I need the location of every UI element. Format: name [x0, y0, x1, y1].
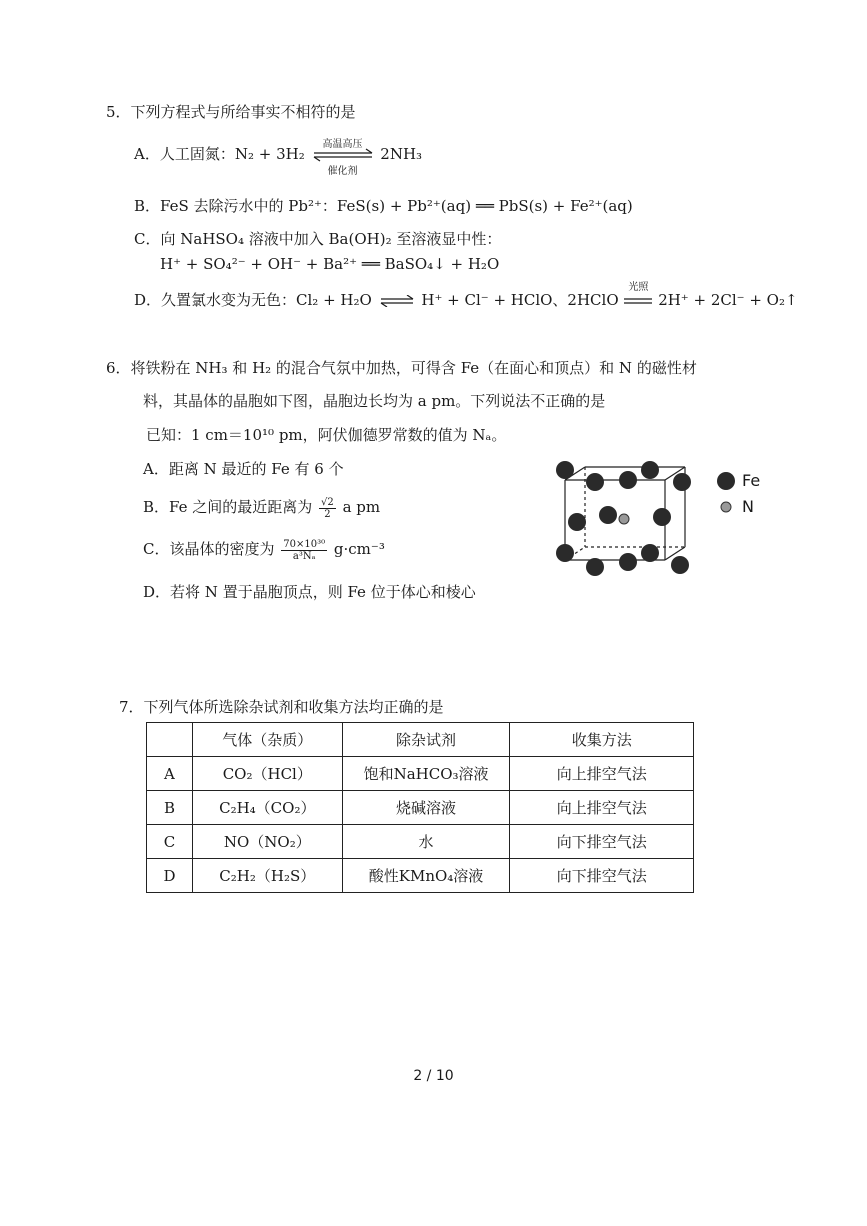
fe-atom	[641, 544, 659, 562]
table-cell: C₂H₄（CO₂）	[192, 791, 342, 825]
fe-legend-icon	[716, 471, 736, 491]
q7-stem: 7．下列气体所选除杂试剂和收集方法均正确的是	[119, 698, 444, 716]
table-cell: 酸性KMnO₄溶液	[342, 859, 510, 893]
table-cell: 水	[342, 825, 510, 859]
q5-option-c-line1: C．向 NaHSO₄ 溶液中加入 Ba(OH)₂ 至溶液显中性：	[134, 230, 502, 248]
table-cell: 饱和NaHCO₃溶液	[342, 757, 510, 791]
q6-c-unit: g·cm⁻³	[333, 540, 385, 558]
q5-a-condition-bottom: 催化剂	[327, 166, 358, 177]
n-legend-icon	[719, 500, 733, 514]
reversible-arrow-icon	[312, 139, 374, 177]
table-header-cell: 收集方法	[510, 723, 694, 757]
fe-atom	[556, 544, 574, 562]
n-atom	[619, 514, 629, 524]
q6-option-b	[143, 496, 380, 520]
q5-d-condition: 光照	[628, 282, 649, 293]
q6-c-numerator: 70×10³⁰	[283, 538, 326, 550]
table-cell: C	[147, 825, 193, 859]
q6-option-a: A．距离 N 最近的 Fe 有 6 个	[143, 460, 344, 478]
fe-atom	[653, 508, 671, 526]
q6-stem-line1: 6．将铁粉在 NH₃ 和 H₂ 的混合气氛中加热，可得含 Fe（在面心和顶点）和 N 的磁性材	[106, 359, 697, 377]
fe-atom	[619, 471, 637, 489]
q5-d-right: 2H⁺ + 2Cl⁻ + O₂↑	[658, 291, 798, 309]
table-cell: 向下排空气法	[510, 825, 694, 859]
fe-atom	[586, 558, 604, 576]
table-header-row	[147, 723, 694, 757]
table-cell: 烧碱溶液	[342, 791, 510, 825]
q5-option-b: B．FeS 去除污水中的 Pb²⁺：FeS(s) + Pb²⁺(aq) ══ PbS(s) + Fe²⁺(aq)	[134, 197, 633, 215]
fe-atom	[671, 556, 689, 574]
table-row	[147, 757, 694, 791]
q5-stem: 5．下列方程式与所给事实不相符的是	[106, 103, 356, 121]
reversible-arrow-icon	[380, 295, 414, 307]
table-header-cell	[147, 723, 193, 757]
table-cell: 向下排空气法	[510, 859, 694, 893]
fe-atom	[619, 553, 637, 571]
q6-c-fraction	[281, 539, 327, 562]
q5-a-product: 2NH₃	[380, 145, 423, 163]
q6-b-unit: a pm	[342, 498, 381, 516]
table-cell: A	[147, 757, 193, 791]
page-number: 2 / 10	[413, 1068, 454, 1084]
crystal-unit-cell-diagram	[550, 455, 700, 580]
q7-table	[146, 722, 694, 893]
table-cell: C₂H₂（H₂S）	[192, 859, 342, 893]
q6-option-d: D．若将 N 置于晶胞顶点，则 Fe 位于体心和棱心	[143, 583, 476, 601]
table-cell: D	[147, 859, 193, 893]
table-cell: 向上排空气法	[510, 791, 694, 825]
q6-stem-line2: 料，其晶体的晶胞如下图，晶胞边长均为 a pm。下列说法不正确的是	[143, 392, 606, 410]
fe-atom	[641, 461, 659, 479]
q6-c-denominator: a³Nₐ	[292, 550, 316, 562]
fe-atom	[673, 473, 691, 491]
table-row	[147, 791, 694, 825]
q6-b-fraction	[319, 497, 336, 520]
q5-option-a	[134, 139, 423, 177]
q5-d-middle: H⁺ + Cl⁻ + HClO、2HClO	[421, 291, 619, 309]
legend-n-label: N	[742, 497, 754, 516]
q6-option-c	[143, 538, 385, 562]
fe-atom	[586, 473, 604, 491]
q5-a-reactants: A．人工固氮：N₂ + 3H₂	[134, 145, 305, 163]
table-cell: CO₂（HCl）	[192, 757, 342, 791]
fe-atom	[568, 513, 586, 531]
table-cell: NO（NO₂）	[192, 825, 342, 859]
q5-d-left: D．久置氯水变为无色：Cl₂ + H₂O	[134, 291, 372, 309]
fe-atom	[599, 506, 617, 524]
table-cell: B	[147, 791, 193, 825]
legend-fe-label: Fe	[742, 471, 761, 490]
table-header-cell: 除杂试剂	[342, 723, 510, 757]
table-header-cell: 气体（杂质）	[192, 723, 342, 757]
table-row	[147, 859, 694, 893]
equals-sign-icon	[623, 296, 653, 306]
q6-b-numerator: √2	[321, 496, 334, 508]
q5-option-c-line2: H⁺ + SO₄²⁻ + OH⁻ + Ba²⁺ ══ BaSO₄↓ + H₂O	[160, 255, 500, 273]
q5-a-condition-top: 高温高压	[322, 139, 363, 150]
table-cell: 向上排空气法	[510, 757, 694, 791]
q5-d-arrow	[623, 282, 653, 310]
q6-c-text: C．该晶体的密度为	[143, 540, 275, 558]
table-row	[147, 825, 694, 859]
q6-b-denominator: 2	[324, 508, 331, 520]
q6-known: 已知：1 cm＝10¹⁰ pm，阿伏伽德罗常数的值为 Nₐ。	[146, 426, 507, 444]
fe-atom	[556, 461, 574, 479]
q6-b-text: B．Fe 之间的最近距离为	[143, 498, 313, 516]
q5-option-d	[134, 282, 798, 310]
